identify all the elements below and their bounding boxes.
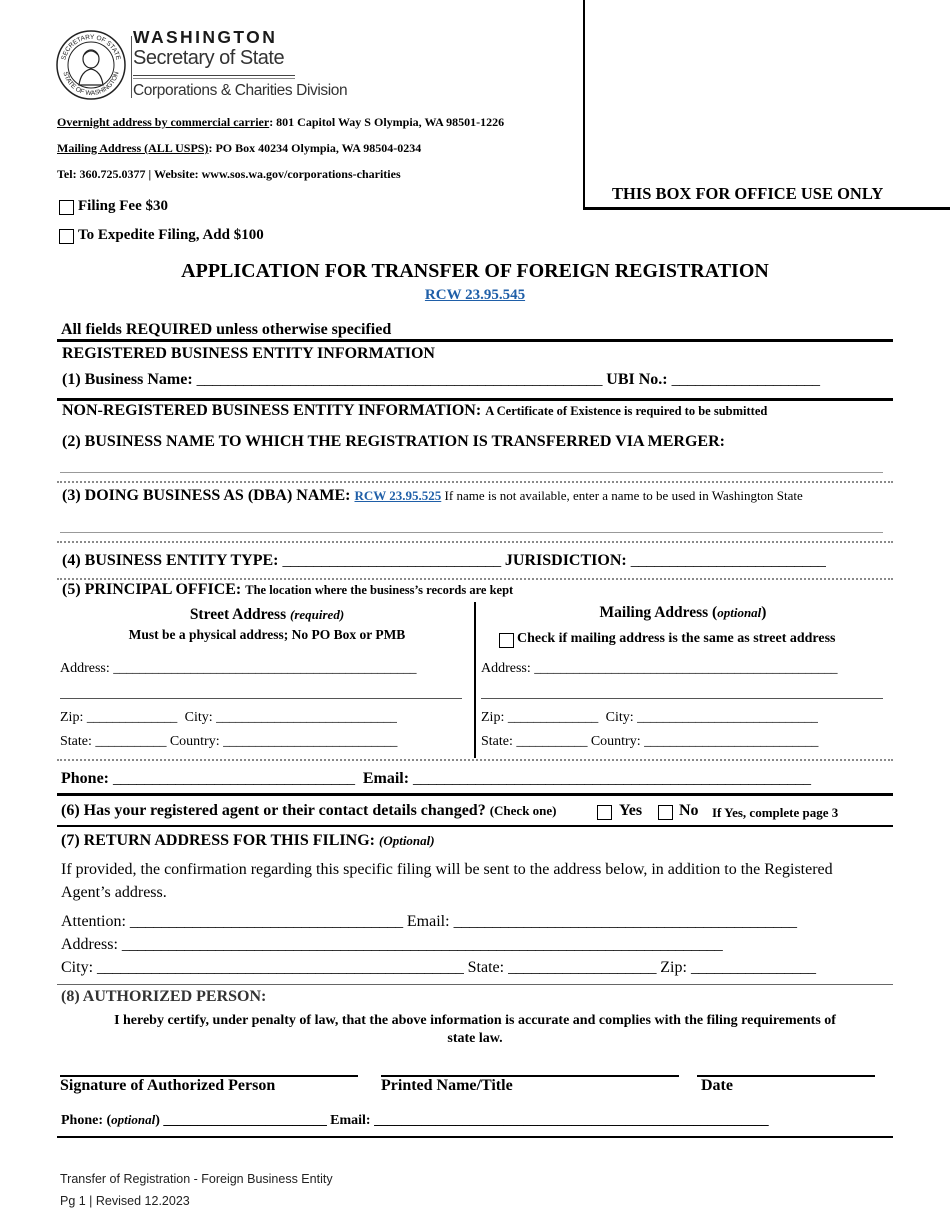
- principal-phone-label: Phone:: [61, 770, 109, 787]
- footer-page-info: Pg 1 | Revised 12.2023: [60, 1194, 190, 1208]
- division-name: Corporations & Charities Division: [133, 82, 348, 99]
- overnight-value: : 801 Capitol Way S Olympia, WA 98501-1226: [269, 115, 505, 129]
- rule-agent: [57, 825, 893, 827]
- header-rule: [133, 75, 295, 76]
- principal-office-note: The location where the business’s records are kept: [245, 583, 514, 597]
- return-zip-label: Zip:: [660, 959, 687, 976]
- certify-line-2: state law.: [447, 1031, 503, 1046]
- mailing-title: Mailing Address (: [599, 604, 718, 621]
- seal-text-bottom: STATE OF WASHINGTON: [61, 70, 121, 98]
- mailing-state-label: State:: [481, 734, 513, 749]
- jurisdiction-field[interactable]: _________________________: [630, 552, 826, 569]
- entity-type-label: (4) BUSINESS ENTITY TYPE:: [62, 552, 279, 569]
- mailing-close: ): [761, 604, 767, 621]
- return-city-field[interactable]: _______________________________________________: [97, 959, 464, 976]
- street-state-label: State:: [60, 734, 92, 749]
- question-4-row: [62, 552, 826, 570]
- authorized-phone-field[interactable]: ________________________: [163, 1113, 327, 1128]
- filing-fee-label: Filing Fee $30: [78, 198, 168, 214]
- ubi-label: UBI No.:: [606, 371, 668, 388]
- authorized-phone-optional: optional: [111, 1112, 156, 1127]
- office-box-label: THIS BOX FOR OFFICE USE ONLY: [612, 184, 884, 203]
- dba-rcw-link[interactable]: RCW 23.95.525: [354, 488, 442, 503]
- question-3-row: [62, 487, 803, 505]
- agent-yes-label: Yes: [619, 802, 643, 819]
- mailing-address-title: [478, 604, 888, 622]
- seal-text-top: SECRETARY OF STATE: [60, 33, 122, 61]
- return-desc-1: If provided, the confirmation regarding this specific filing will be sent to the address below, in addition to the Registered: [61, 861, 833, 878]
- registered-heading: REGISTERED BUSINESS ENTITY INFORMATION: [62, 345, 435, 362]
- street-city-field[interactable]: ____________________________: [216, 709, 397, 724]
- ubi-field[interactable]: ___________________: [671, 371, 820, 388]
- rule-principal: [57, 793, 893, 796]
- street-title: Street Address: [189, 606, 290, 623]
- return-address-field[interactable]: _____________________________________________________________________________: [121, 936, 723, 953]
- street-address-label: Address:: [60, 661, 110, 676]
- certify-line-1: I hereby certify, under penalty of law, that the above information is accurate and complies with the filing requirements of: [114, 1013, 836, 1028]
- mailing-address: [57, 141, 421, 156]
- authorized-contact-row: [61, 1112, 768, 1129]
- street-city-label: City:: [184, 710, 213, 725]
- street-note: Must be a physical address; No PO Box or PMB: [128, 627, 406, 642]
- dotted-rule-4: [57, 578, 893, 580]
- mailing-label: Mailing Address (ALL USPS): [57, 141, 209, 155]
- street-required: (required): [290, 607, 345, 622]
- dotted-rule-2: [57, 481, 893, 483]
- street-state-country-row: [60, 733, 397, 750]
- mailing-city-label: City:: [605, 710, 634, 725]
- mailing-state-country-row: [481, 733, 818, 750]
- authorized-email-field[interactable]: __________________________________________________________: [374, 1113, 769, 1128]
- header-rule-2: [133, 78, 295, 79]
- return-state-label: State:: [467, 959, 505, 976]
- contact-line: Tel: 360.725.0377 | Website: www.sos.wa.gov/corporations-charities: [57, 167, 401, 181]
- agent-question: (6) Has your registered agent or their contact details changed?: [61, 802, 486, 819]
- dba-note: If name is not available, enter a name to be used in Washington State: [441, 488, 803, 503]
- filing-fee-checkbox[interactable]: [59, 200, 74, 215]
- principal-email-field[interactable]: ___________________________________________________: [413, 770, 811, 787]
- required-note: All fields REQUIRED unless otherwise specified: [61, 321, 392, 338]
- overnight-label: Overnight address by commercial carrier: [57, 115, 270, 129]
- expedite-checkbox[interactable]: [59, 229, 74, 244]
- question-2: (2) BUSINESS NAME TO WHICH THE REGISTRATION IS TRANSFERRED VIA MERGER:: [62, 433, 725, 450]
- question-3-label: (3) DOING BUSINESS AS (DBA) NAME:: [62, 487, 351, 504]
- check-one-note: (Check one): [489, 803, 557, 818]
- nonregistered-heading: NON-REGISTERED BUSINESS ENTITY INFORMATION:: [62, 402, 482, 419]
- return-email-label: Email:: [406, 913, 450, 930]
- return-city-label: City:: [61, 959, 94, 976]
- rule-registered: [57, 398, 893, 401]
- return-city-state-zip-row: [61, 959, 816, 977]
- overnight-address: [57, 115, 504, 130]
- street-address-row: [60, 660, 416, 677]
- return-email-field[interactable]: ____________________________________________: [453, 913, 797, 930]
- authorized-label: (8) AUTHORIZED PERSON:: [61, 988, 267, 1005]
- street-state-field[interactable]: ___________: [95, 733, 167, 748]
- return-address-optional: (Optional): [378, 833, 435, 848]
- street-country-field[interactable]: ___________________________: [223, 733, 398, 748]
- mailing-state-field[interactable]: ___________: [516, 733, 588, 748]
- authorized-phone-close: ): [155, 1113, 160, 1128]
- footer-form-name: Transfer of Registration - Foreign Business Entity: [60, 1172, 333, 1186]
- agent-yes-checkbox[interactable]: [597, 805, 612, 820]
- street-address-title: [62, 606, 472, 624]
- rule-top: [57, 339, 893, 342]
- return-address-heading-row: [61, 832, 435, 850]
- office-box-bottom-border: [583, 207, 950, 210]
- mailing-value: : PO Box 40234 Olympia, WA 98504-0234: [208, 141, 422, 155]
- certificate-note: A Certificate of Existence is required to be submitted: [485, 404, 768, 418]
- street-country-label: Country:: [169, 734, 220, 749]
- return-address-row: [61, 936, 723, 954]
- agent-no-checkbox[interactable]: [658, 805, 673, 820]
- mailing-zip-label: Zip:: [481, 710, 505, 725]
- attention-field[interactable]: ___________________________________: [129, 913, 403, 930]
- column-divider: [474, 602, 476, 758]
- mailing-zip-city-row: [481, 709, 818, 726]
- phone-email-row: [61, 770, 811, 788]
- principal-office-row: [62, 581, 513, 599]
- mailing-address-field[interactable]: _______________________________________________: [534, 660, 838, 675]
- agent-question-row: [61, 802, 557, 820]
- entity-type-field[interactable]: ____________________________: [282, 552, 501, 569]
- state-name: WASHINGTON: [133, 27, 278, 47]
- dotted-rule-3: [57, 541, 893, 543]
- mailing-country-field[interactable]: ___________________________: [644, 733, 819, 748]
- header-divider-vertical: [131, 36, 132, 98]
- agent-no-label: No: [679, 802, 699, 819]
- return-address-label: (7) RETURN ADDRESS FOR THIS FILING:: [61, 832, 375, 849]
- mailing-address-label: Address:: [481, 661, 531, 676]
- printed-name-label: Printed Name/Title: [381, 1077, 513, 1094]
- authorized-email-label: Email:: [330, 1113, 371, 1128]
- rule-return: [57, 984, 893, 985]
- dotted-rule-5: [57, 759, 893, 761]
- mailing-address-row: [481, 660, 837, 677]
- mailing-city-field[interactable]: ____________________________: [637, 709, 818, 724]
- office-name: Secretary of State: [133, 47, 285, 69]
- merger-name-field[interactable]: [60, 472, 883, 473]
- expedite-label: To Expedite Filing, Add $100: [78, 227, 264, 243]
- mailing-optional: optional: [717, 605, 762, 620]
- return-address-field-label: Address:: [61, 936, 118, 953]
- mailing-country-label: Country:: [590, 734, 641, 749]
- nonregistered-heading-row: [62, 402, 767, 420]
- business-name-label: (1) Business Name:: [62, 371, 193, 388]
- principal-email-label: Email:: [362, 770, 410, 787]
- street-address-line-2[interactable]: [60, 698, 462, 699]
- return-zip-field[interactable]: ________________: [690, 959, 816, 976]
- agent-yes-note: If Yes, complete page 3: [712, 805, 839, 820]
- attention-email-row: [61, 913, 797, 931]
- mailing-zip-field[interactable]: ______________: [507, 709, 599, 724]
- principal-phone-field[interactable]: _______________________________: [113, 770, 355, 787]
- rcw-link[interactable]: RCW 23.95.545: [424, 287, 526, 303]
- authorized-phone-label: Phone: (: [61, 1113, 112, 1128]
- same-address-checkbox[interactable]: [499, 633, 514, 648]
- mailing-address-line-2[interactable]: [481, 698, 883, 699]
- attention-label: Attention:: [61, 913, 126, 930]
- return-state-field[interactable]: ___________________: [508, 959, 657, 976]
- return-desc-2: Agent’s address.: [61, 884, 167, 901]
- business-name-row: [62, 371, 820, 389]
- business-name-field[interactable]: ____________________________________________________: [196, 371, 603, 388]
- principal-office-label: (5) PRINCIPAL OFFICE:: [62, 581, 242, 598]
- form-title: APPLICATION FOR TRANSFER OF FOREIGN REGISTRATION: [181, 260, 769, 282]
- same-address-label: Check if mailing address is the same as street address: [517, 631, 836, 646]
- jurisdiction-label: JURISDICTION:: [504, 552, 627, 569]
- date-label: Date: [701, 1077, 733, 1094]
- street-zip-label: Zip:: [60, 710, 84, 725]
- street-address-field[interactable]: _______________________________________________: [113, 660, 417, 675]
- state-seal: [55, 29, 127, 101]
- office-box-left-border: [583, 0, 585, 210]
- street-zip-city-row: [60, 709, 397, 726]
- signature-label: Signature of Authorized Person: [60, 1077, 276, 1094]
- rule-bottom: [57, 1136, 893, 1138]
- dba-name-field[interactable]: [60, 532, 883, 533]
- street-zip-field[interactable]: ______________: [86, 709, 178, 724]
